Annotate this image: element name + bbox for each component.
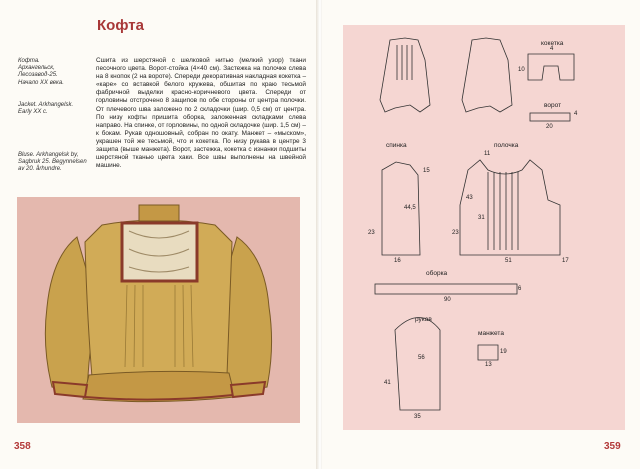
yoke-pattern bbox=[528, 54, 574, 80]
dim-collar-w: 20 bbox=[546, 124, 553, 130]
caption-russian: Кофта. Архангельск, Лесозавод-25. Начало XX века. bbox=[18, 58, 64, 86]
dim-yoke-top: 4 bbox=[550, 46, 554, 52]
dim-frill-w: 90 bbox=[444, 297, 451, 303]
dim-front-bottom: 51 bbox=[505, 258, 512, 264]
front-sketch bbox=[380, 38, 430, 112]
dim-front-h2: 31 bbox=[478, 215, 485, 221]
dim-back-bottom: 16 bbox=[394, 258, 401, 264]
label-frill: оборка bbox=[426, 270, 448, 277]
front-pattern bbox=[460, 160, 560, 255]
dim-sleeve-side: 41 bbox=[384, 380, 391, 386]
label-yoke: кокетка bbox=[541, 40, 564, 47]
page-number-right: 359 bbox=[604, 441, 621, 452]
label-collar: ворот bbox=[544, 102, 562, 109]
dim-frill-h: 6 bbox=[518, 286, 522, 292]
dim-sleeve-bottom: 35 bbox=[414, 414, 421, 420]
dim-front-right: 17 bbox=[562, 258, 569, 264]
back-sketch bbox=[462, 38, 512, 112]
description-text: Сшита из шерстяной с шелковой нитью (мелкий узор) ткани песочного цвета. Ворот-стойка (4×40 см). Застежка на полочке слева на 8 кнопок (2 на вороте). Спереди декоративная накладная кокетка – «каре» со вставкой белого кружева, обшитая по краю тесьмой фабричной выделки красно-коричневого цвета. Спереди от горловины отстрочено 8 защипов по обе стороны от центра полочки. От плечевого шва заложено по 2 складочки (шир. 0,5 см) от центра. По низу кофты пришита оборка, заложенная складками слева направо. На спинке, от горловины, по одной складочке (шир. 1,5 см) – к бокам. Рукав одношовный, собран по окату. Манжет – «мыском», украшен той же тесьмой, что и кокетка. По низу рукава в центре 3 защипа (выше манжета). Ворот, застежка, кокетка с изнанки подшиты шерстяной тканью цвета хаки. Все швы выполнены на швейной машине. bbox=[96, 57, 306, 170]
page-number-left: 358 bbox=[14, 441, 31, 452]
cuff-pattern bbox=[478, 345, 498, 360]
dim-back-shoulder: 15 bbox=[423, 168, 430, 174]
collar-pattern bbox=[530, 113, 570, 121]
dim-cuff-w: 13 bbox=[485, 362, 492, 368]
label-back: спинка bbox=[386, 142, 407, 149]
dim-back-height: 44,5 bbox=[404, 205, 416, 211]
label-front: полочка bbox=[494, 142, 519, 149]
label-sleeve: рукав bbox=[415, 316, 432, 323]
dim-front-h1: 43 bbox=[466, 195, 473, 201]
dim-back-side: 23 bbox=[368, 230, 375, 236]
dim-cuff-h: 19 bbox=[500, 349, 507, 355]
caption-english: Jacket. Arkhangelsk. Early XX c. bbox=[18, 102, 74, 116]
dim-yoke-side: 10 bbox=[518, 67, 525, 73]
sleeve-pattern bbox=[395, 318, 440, 411]
dim-sleeve-len: 56 bbox=[418, 355, 425, 361]
dim-front-top: 11 bbox=[484, 151, 491, 157]
label-cuff: манжета bbox=[478, 330, 504, 337]
frill-pattern bbox=[375, 284, 517, 294]
dim-collar-h: 4 bbox=[574, 111, 578, 117]
page-title: Кофта bbox=[97, 17, 144, 34]
dim-front-side: 23 bbox=[452, 230, 459, 236]
caption-norwegian: Bluse. Arkhangelsk by, Sagbruk 25. Begynnelsen av 20. århundre. bbox=[18, 152, 87, 173]
